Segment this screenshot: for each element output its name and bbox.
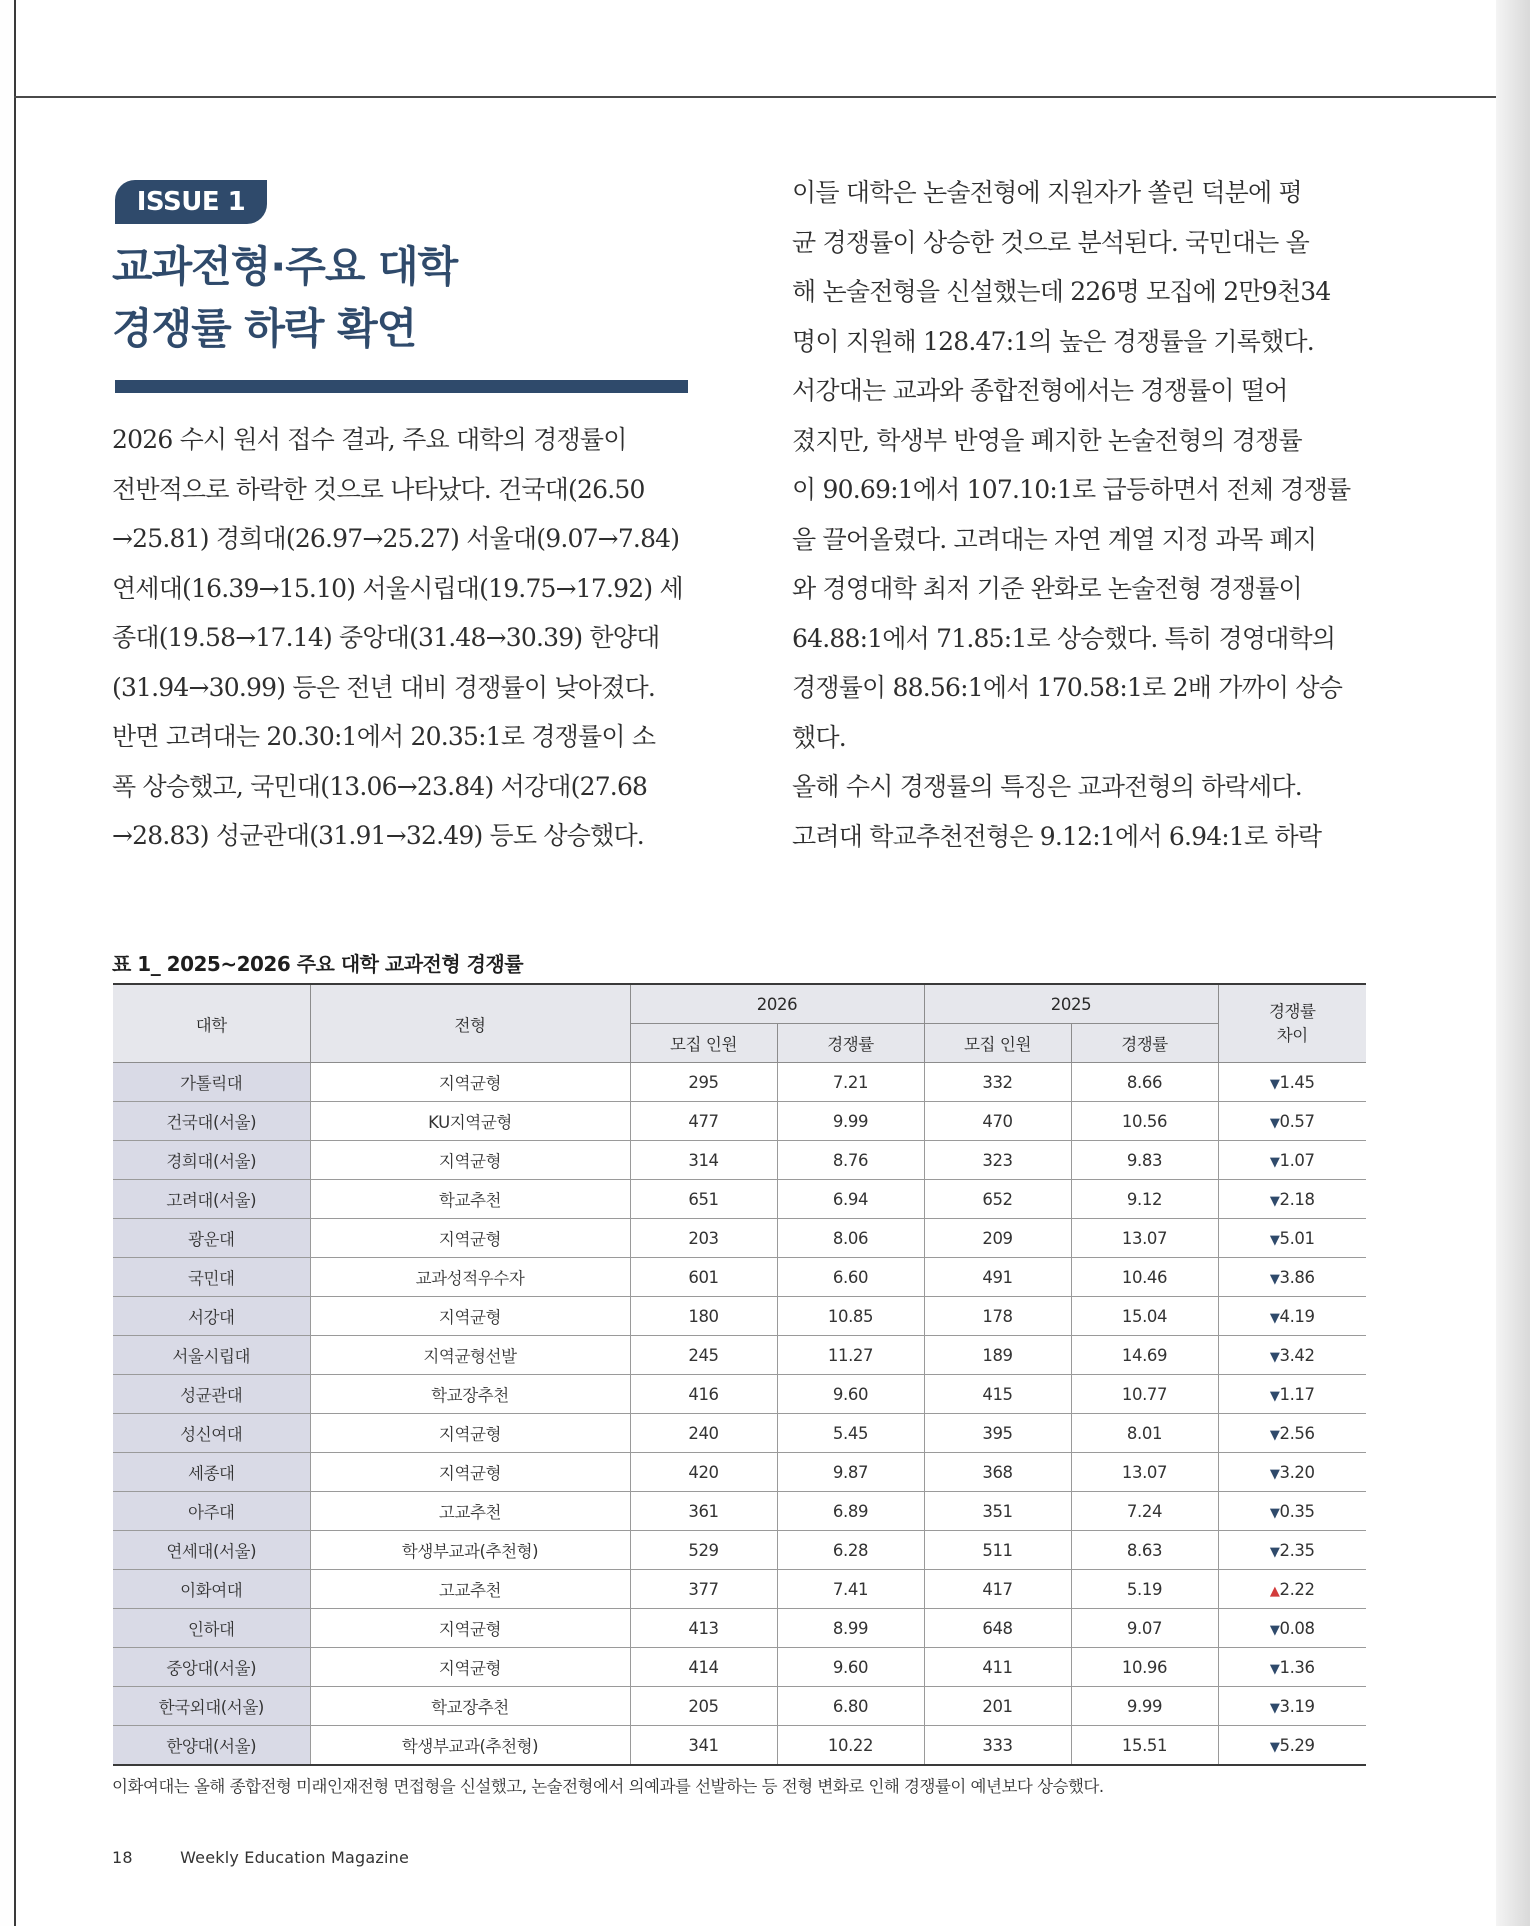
ratio-2026-cell: 9.60 bbox=[777, 1375, 924, 1414]
diff-cell bbox=[1218, 1297, 1366, 1336]
triangle-down-icon: ▼ bbox=[1269, 1622, 1280, 1638]
track-cell: 학교추천 bbox=[310, 1180, 630, 1219]
quota-2025-cell: 491 bbox=[924, 1258, 1071, 1297]
ratio-2025-cell: 10.96 bbox=[1071, 1648, 1218, 1687]
quota-2026-cell: 205 bbox=[630, 1687, 777, 1726]
diff-cell bbox=[1218, 1570, 1366, 1609]
quota-2025-cell: 470 bbox=[924, 1102, 1071, 1141]
quota-2025-cell: 411 bbox=[924, 1648, 1071, 1687]
text-line: (31.94→30.99) 등은 전년 대비 경쟁률이 낮아졌다. bbox=[112, 672, 655, 702]
triangle-down-icon: ▼ bbox=[1269, 1505, 1280, 1521]
triangle-down-icon: ▼ bbox=[1269, 1115, 1280, 1131]
track-cell: KU지역균형 bbox=[310, 1102, 630, 1141]
triangle-down-icon: ▼ bbox=[1269, 1544, 1280, 1560]
quota-2025-cell: 333 bbox=[924, 1726, 1071, 1766]
track-cell: 고교추천 bbox=[310, 1570, 630, 1609]
ratio-2026-cell: 6.28 bbox=[777, 1531, 924, 1570]
page-footer bbox=[112, 1848, 409, 1867]
table-row bbox=[113, 1297, 1366, 1336]
ratio-2025-cell: 8.01 bbox=[1071, 1414, 1218, 1453]
table-row bbox=[113, 1258, 1366, 1297]
quota-2025-cell: 351 bbox=[924, 1492, 1071, 1531]
text-line: 올해 수시 경쟁률의 특징은 교과전형의 하락세다. bbox=[792, 772, 1302, 801]
university-cell: 연세대(서울) bbox=[113, 1531, 310, 1570]
quota-2026-cell: 477 bbox=[630, 1102, 777, 1141]
quota-2026-cell: 414 bbox=[630, 1648, 777, 1687]
header-diff bbox=[1218, 984, 1366, 1063]
diff-cell bbox=[1218, 1219, 1366, 1258]
text-line: 서강대는 교과와 종합전형에서는 경쟁률이 떨어 bbox=[792, 376, 1288, 405]
ratio-2026-cell: 10.85 bbox=[777, 1297, 924, 1336]
headline-line-2: 경쟁률 하락 확연 bbox=[112, 304, 417, 353]
university-cell: 가톨릭대 bbox=[113, 1063, 310, 1102]
table-row bbox=[113, 1609, 1366, 1648]
text-line: 했다. bbox=[792, 722, 846, 752]
triangle-down-icon: ▼ bbox=[1269, 1661, 1280, 1677]
triangle-down-icon: ▼ bbox=[1269, 1349, 1280, 1365]
headline-underline bbox=[115, 380, 688, 393]
table-caption: 표 1_ 2025~2026 주요 대학 교과전형 경쟁률 bbox=[112, 952, 524, 976]
diff-value: 1.36 bbox=[1279, 1657, 1315, 1677]
quota-2026-cell: 295 bbox=[630, 1063, 777, 1102]
quota-2026-cell: 341 bbox=[630, 1726, 777, 1766]
header-rule bbox=[14, 96, 1496, 98]
ratio-2026-cell: 8.06 bbox=[777, 1219, 924, 1258]
header-quota-2026: 모집 인원 bbox=[630, 1024, 777, 1063]
text-line: →28.83) 성균관대(31.91→32.49) 등도 상승했다. bbox=[112, 821, 644, 850]
quota-2026-cell: 314 bbox=[630, 1141, 777, 1180]
ratio-2026-cell: 8.99 bbox=[777, 1609, 924, 1648]
quota-2025-cell: 368 bbox=[924, 1453, 1071, 1492]
university-cell: 성신여대 bbox=[113, 1414, 310, 1453]
diff-value: 1.45 bbox=[1279, 1072, 1315, 1092]
diff-value: 4.19 bbox=[1279, 1306, 1315, 1326]
quota-2026-cell: 651 bbox=[630, 1180, 777, 1219]
left-text-column bbox=[112, 415, 692, 861]
table-row bbox=[113, 1063, 1366, 1102]
diff-value: 1.07 bbox=[1279, 1150, 1315, 1170]
quota-2026-cell: 416 bbox=[630, 1375, 777, 1414]
table-row bbox=[113, 1648, 1366, 1687]
text-line: 고려대 학교추천전형은 9.12:1에서 6.94:1로 하락 bbox=[792, 821, 1322, 851]
magazine-name: Weekly Education Magazine bbox=[180, 1848, 410, 1867]
text-line: 2026 수시 원서 접수 결과, 주요 대학의 경쟁률이 bbox=[112, 425, 627, 454]
ratio-2026-cell: 6.60 bbox=[777, 1258, 924, 1297]
ratio-2026-cell: 6.94 bbox=[777, 1180, 924, 1219]
text-line: 전반적으로 하락한 것으로 나타났다. 건국대(26.50 bbox=[112, 474, 645, 504]
triangle-down-icon: ▼ bbox=[1269, 1310, 1280, 1326]
diff-value: 0.57 bbox=[1279, 1111, 1315, 1131]
ratio-2025-cell: 7.24 bbox=[1071, 1492, 1218, 1531]
diff-cell bbox=[1218, 1531, 1366, 1570]
quota-2025-cell: 209 bbox=[924, 1219, 1071, 1258]
ratio-2025-cell: 9.07 bbox=[1071, 1609, 1218, 1648]
diff-value: 0.35 bbox=[1279, 1501, 1315, 1521]
quota-2025-cell: 417 bbox=[924, 1570, 1071, 1609]
quota-2026-cell: 377 bbox=[630, 1570, 777, 1609]
diff-cell bbox=[1218, 1414, 1366, 1453]
article-headline bbox=[112, 236, 712, 360]
track-cell: 지역균형 bbox=[310, 1414, 630, 1453]
diff-cell bbox=[1218, 1141, 1366, 1180]
university-cell: 서강대 bbox=[113, 1297, 310, 1336]
triangle-down-icon: ▼ bbox=[1269, 1427, 1280, 1443]
university-cell: 이화여대 bbox=[113, 1570, 310, 1609]
triangle-up-icon: ▲ bbox=[1269, 1583, 1280, 1599]
text-line: 이들 대학은 논술전형에 지원자가 쏠린 덕분에 평 bbox=[792, 178, 1302, 207]
quota-2025-cell: 332 bbox=[924, 1063, 1071, 1102]
ratio-2025-cell: 10.56 bbox=[1071, 1102, 1218, 1141]
header-year-2026: 2026 bbox=[630, 984, 924, 1024]
table-row bbox=[113, 1336, 1366, 1375]
ratio-2025-cell: 9.12 bbox=[1071, 1180, 1218, 1219]
quota-2025-cell: 395 bbox=[924, 1414, 1071, 1453]
diff-value: 0.08 bbox=[1279, 1618, 1315, 1638]
text-line: 연세대(16.39→15.10) 서울시립대(19.75→17.92) 세 bbox=[112, 573, 683, 603]
text-line: 해 논술전형을 신설했는데 226명 모집에 2만9천34 bbox=[792, 277, 1331, 306]
text-line: 명이 지원해 128.47:1의 높은 경쟁률을 기록했다. bbox=[792, 326, 1314, 356]
triangle-down-icon: ▼ bbox=[1269, 1193, 1280, 1209]
diff-value: 2.35 bbox=[1279, 1540, 1315, 1560]
ratio-2026-cell: 6.89 bbox=[777, 1492, 924, 1531]
ratio-2026-cell: 5.45 bbox=[777, 1414, 924, 1453]
university-cell: 건국대(서울) bbox=[113, 1102, 310, 1141]
diff-cell bbox=[1218, 1492, 1366, 1531]
header-university: 대학 bbox=[113, 984, 310, 1063]
ratio-2025-cell: 8.66 bbox=[1071, 1063, 1218, 1102]
table-row bbox=[113, 1492, 1366, 1531]
university-cell: 광운대 bbox=[113, 1219, 310, 1258]
quota-2025-cell: 652 bbox=[924, 1180, 1071, 1219]
table-body bbox=[113, 1063, 1366, 1766]
quota-2025-cell: 511 bbox=[924, 1531, 1071, 1570]
diff-value: 2.18 bbox=[1279, 1189, 1315, 1209]
triangle-down-icon: ▼ bbox=[1269, 1232, 1280, 1248]
ratio-2026-cell: 11.27 bbox=[777, 1336, 924, 1375]
diff-cell bbox=[1218, 1180, 1366, 1219]
ratio-2025-cell: 5.19 bbox=[1071, 1570, 1218, 1609]
diff-cell bbox=[1218, 1648, 1366, 1687]
diff-cell bbox=[1218, 1687, 1366, 1726]
text-line: 반면 고려대는 20.30:1에서 20.35:1로 경쟁률이 소 bbox=[112, 722, 656, 751]
quota-2026-cell: 420 bbox=[630, 1453, 777, 1492]
ratio-2026-cell: 8.76 bbox=[777, 1141, 924, 1180]
header-track: 전형 bbox=[310, 984, 630, 1063]
triangle-down-icon: ▼ bbox=[1269, 1271, 1280, 1287]
ratio-2026-cell: 7.41 bbox=[777, 1570, 924, 1609]
diff-value: 2.22 bbox=[1279, 1579, 1315, 1599]
diff-value: 3.20 bbox=[1279, 1462, 1315, 1482]
right-text-column bbox=[792, 168, 1372, 861]
track-cell: 학생부교과(추천형) bbox=[310, 1531, 630, 1570]
university-cell: 인하대 bbox=[113, 1609, 310, 1648]
track-cell: 지역균형선발 bbox=[310, 1336, 630, 1375]
header-diff-label: 경쟁률 차이 bbox=[1268, 1001, 1316, 1045]
ratio-2026-cell: 10.22 bbox=[777, 1726, 924, 1766]
quota-2025-cell: 201 bbox=[924, 1687, 1071, 1726]
text-line: →25.81) 경희대(26.97→25.27) 서울대(9.07→7.84) bbox=[112, 524, 680, 553]
triangle-down-icon: ▼ bbox=[1269, 1700, 1280, 1716]
text-line: 폭 상승했고, 국민대(13.06→23.84) 서강대(27.68 bbox=[112, 771, 648, 801]
diff-cell bbox=[1218, 1609, 1366, 1648]
header-quota-2025: 모집 인원 bbox=[924, 1024, 1071, 1063]
diff-value: 1.17 bbox=[1279, 1384, 1315, 1404]
diff-cell bbox=[1218, 1453, 1366, 1492]
table-row bbox=[113, 1375, 1366, 1414]
ratio-2026-cell: 9.60 bbox=[777, 1648, 924, 1687]
diff-cell bbox=[1218, 1726, 1366, 1766]
quota-2025-cell: 648 bbox=[924, 1609, 1071, 1648]
text-line: 이 90.69:1에서 107.10:1로 급등하면서 전체 경쟁률 bbox=[792, 475, 1351, 504]
university-cell: 세종대 bbox=[113, 1453, 310, 1492]
triangle-down-icon: ▼ bbox=[1269, 1388, 1280, 1404]
text-line: 종대(19.58→17.14) 중앙대(31.48→30.39) 한양대 bbox=[112, 623, 660, 652]
quota-2025-cell: 178 bbox=[924, 1297, 1071, 1336]
university-cell: 성균관대 bbox=[113, 1375, 310, 1414]
ratio-2026-cell: 9.99 bbox=[777, 1102, 924, 1141]
university-cell: 중앙대(서울) bbox=[113, 1648, 310, 1687]
university-cell: 서울시립대 bbox=[113, 1336, 310, 1375]
diff-cell bbox=[1218, 1102, 1366, 1141]
ratio-2025-cell: 13.07 bbox=[1071, 1219, 1218, 1258]
table-row bbox=[113, 1687, 1366, 1726]
quota-2025-cell: 323 bbox=[924, 1141, 1071, 1180]
diff-value: 3.42 bbox=[1279, 1345, 1315, 1365]
diff-value: 5.29 bbox=[1279, 1735, 1315, 1755]
ratio-2025-cell: 14.69 bbox=[1071, 1336, 1218, 1375]
track-cell: 지역균형 bbox=[310, 1063, 630, 1102]
ratio-2025-cell: 15.51 bbox=[1071, 1726, 1218, 1766]
triangle-down-icon: ▼ bbox=[1269, 1076, 1280, 1092]
university-cell: 한양대(서울) bbox=[113, 1726, 310, 1766]
header-year-2025: 2025 bbox=[924, 984, 1218, 1024]
page-number: 18 bbox=[112, 1848, 133, 1867]
track-cell: 학생부교과(추천형) bbox=[310, 1726, 630, 1766]
ratio-2025-cell: 10.46 bbox=[1071, 1258, 1218, 1297]
track-cell: 지역균형 bbox=[310, 1297, 630, 1336]
diff-value: 5.01 bbox=[1279, 1228, 1315, 1248]
diff-value: 3.86 bbox=[1279, 1267, 1315, 1287]
track-cell: 지역균형 bbox=[310, 1609, 630, 1648]
ratio-2026-cell: 7.21 bbox=[777, 1063, 924, 1102]
text-line: 균 경쟁률이 상승한 것으로 분석된다. 국민대는 올 bbox=[792, 227, 1310, 257]
ratio-2025-cell: 15.04 bbox=[1071, 1297, 1218, 1336]
triangle-down-icon: ▼ bbox=[1269, 1466, 1280, 1482]
ratio-2025-cell: 13.07 bbox=[1071, 1453, 1218, 1492]
diff-cell bbox=[1218, 1258, 1366, 1297]
ratio-2025-cell: 9.83 bbox=[1071, 1141, 1218, 1180]
text-line: 경쟁률이 88.56:1에서 170.58:1로 2배 가까이 상승 bbox=[792, 673, 1343, 702]
triangle-down-icon: ▼ bbox=[1269, 1739, 1280, 1755]
table-row bbox=[113, 1453, 1366, 1492]
page-edge-shadow bbox=[1496, 0, 1530, 1926]
university-cell: 경희대(서울) bbox=[113, 1141, 310, 1180]
track-cell: 지역균형 bbox=[310, 1453, 630, 1492]
text-line: 64.88:1에서 71.85:1로 상승했다. 특히 경영대학의 bbox=[792, 623, 1336, 653]
table-row bbox=[113, 1219, 1366, 1258]
ratio-2026-cell: 9.87 bbox=[777, 1453, 924, 1492]
quota-2026-cell: 180 bbox=[630, 1297, 777, 1336]
text-line: 와 경영대학 최저 기준 완화로 논술전형 경쟁률이 bbox=[792, 574, 1302, 603]
table-row bbox=[113, 1531, 1366, 1570]
university-cell: 국민대 bbox=[113, 1258, 310, 1297]
track-cell: 지역균형 bbox=[310, 1219, 630, 1258]
diff-value: 3.19 bbox=[1279, 1696, 1315, 1716]
track-cell: 학교장추천 bbox=[310, 1375, 630, 1414]
header-ratio-2026: 경쟁률 bbox=[777, 1024, 924, 1063]
quota-2025-cell: 189 bbox=[924, 1336, 1071, 1375]
track-cell: 고교추천 bbox=[310, 1492, 630, 1531]
text-line: 졌지만, 학생부 반영을 폐지한 논술전형의 경쟁률 bbox=[792, 425, 1302, 455]
quota-2026-cell: 413 bbox=[630, 1609, 777, 1648]
table-row bbox=[113, 1570, 1366, 1609]
quota-2026-cell: 203 bbox=[630, 1219, 777, 1258]
header-ratio-2025: 경쟁률 bbox=[1071, 1024, 1218, 1063]
table-row bbox=[113, 1414, 1366, 1453]
university-cell: 아주대 bbox=[113, 1492, 310, 1531]
diff-value: 2.56 bbox=[1279, 1423, 1315, 1443]
headline-line-1: 교과전형·주요 대학 bbox=[112, 242, 458, 291]
ratio-2025-cell: 10.77 bbox=[1071, 1375, 1218, 1414]
quota-2026-cell: 245 bbox=[630, 1336, 777, 1375]
quota-2025-cell: 415 bbox=[924, 1375, 1071, 1414]
quota-2026-cell: 240 bbox=[630, 1414, 777, 1453]
table-footnote: 이화여대는 올해 종합전형 미래인재전형 면접형을 신설했고, 논술전형에서 의예과를 선발하는 등 전형 변화로 인해 경쟁률이 예년보다 상승했다. bbox=[112, 1777, 1104, 1796]
ratio-2026-cell: 6.80 bbox=[777, 1687, 924, 1726]
diff-cell bbox=[1218, 1063, 1366, 1102]
text-line: 을 끌어올렸다. 고려대는 자연 계열 지정 과목 폐지 bbox=[792, 524, 1317, 554]
table-row bbox=[113, 1726, 1366, 1766]
triangle-down-icon: ▼ bbox=[1269, 1154, 1280, 1170]
issue-badge: ISSUE 1 bbox=[115, 180, 267, 224]
table-row bbox=[113, 1180, 1366, 1219]
track-cell: 지역균형 bbox=[310, 1648, 630, 1687]
ratio-2025-cell: 9.99 bbox=[1071, 1687, 1218, 1726]
table-row bbox=[113, 1141, 1366, 1180]
track-cell: 지역균형 bbox=[310, 1141, 630, 1180]
table-row bbox=[113, 1102, 1366, 1141]
ratio-2025-cell: 8.63 bbox=[1071, 1531, 1218, 1570]
competition-rate-table bbox=[113, 983, 1366, 1766]
quota-2026-cell: 361 bbox=[630, 1492, 777, 1531]
track-cell: 교과성적우수자 bbox=[310, 1258, 630, 1297]
diff-cell bbox=[1218, 1375, 1366, 1414]
quota-2026-cell: 529 bbox=[630, 1531, 777, 1570]
university-cell: 한국외대(서울) bbox=[113, 1687, 310, 1726]
diff-cell bbox=[1218, 1336, 1366, 1375]
university-cell: 고려대(서울) bbox=[113, 1180, 310, 1219]
track-cell: 학교장추천 bbox=[310, 1687, 630, 1726]
quota-2026-cell: 601 bbox=[630, 1258, 777, 1297]
